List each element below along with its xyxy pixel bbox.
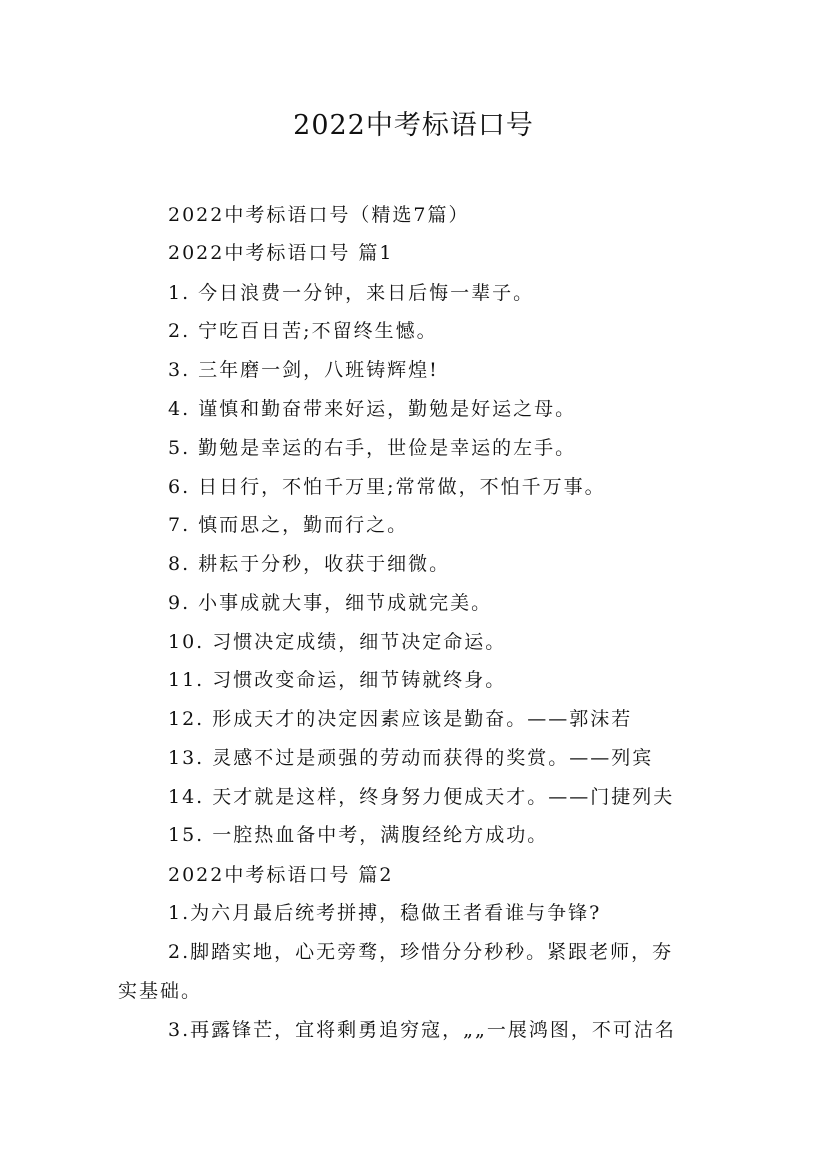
list-item: 10. 习惯决定成绩，细节决定命运。 (168, 631, 507, 653)
paragraph: 3.再露锋芒，宜将剩勇追穷寇，„„一展鸿图，不可沽名 (168, 1019, 676, 1041)
list-item: 5. 勤勉是幸运的右手，世俭是幸运的左手。 (168, 437, 577, 459)
paragraph: 2.脚踏实地，心无旁骛，珍惜分分秒秒。紧跟老师，夯 (168, 941, 674, 963)
list-item: 3. 三年磨一剑，八班铸辉煌! (168, 359, 439, 381)
section-heading-1: 2022中考标语口号 篇1 (168, 242, 394, 264)
list-item: 2. 宁吃百日苦;不留终生憾。 (168, 320, 438, 342)
list-item: 14. 天才就是这样，终身努力便成天才。——门捷列夫 (168, 786, 675, 808)
list-item: 12. 形成天才的决定因素应该是勤奋。——郭沫若 (168, 708, 633, 730)
list-item: 9. 小事成就大事，细节成就完美。 (168, 592, 493, 614)
list-item: 15. 一腔热血备中考，满腹经纶方成功。 (168, 824, 549, 846)
document-title: 2022中考标语口号 (293, 110, 534, 141)
list-item: 11. 习惯改变命运，细节铸就终身。 (168, 669, 507, 691)
list-item: 1. 今日浪费一分钟，来日后悔一辈子。 (168, 282, 535, 304)
list-item: 6. 日日行，不怕千万里;常常做，不怕千万事。 (168, 476, 606, 498)
paragraph-continuation: 实基础。 (118, 980, 203, 1002)
list-item: 8. 耕耘于分秒，收获于细微。 (168, 553, 451, 575)
document-subtitle: 2022中考标语口号（精选7篇） (168, 204, 470, 226)
list-item: 4. 谨慎和勤奋带来好运，勤勉是好运之母。 (168, 398, 577, 420)
section-heading-2: 2022中考标语口号 篇2 (168, 864, 394, 886)
list-item: 13. 灵感不过是顽强的劳动而获得的奖赏。——列宾 (168, 747, 654, 769)
paragraph: 1.为六月最后统考拼搏，稳做王者看谁与争锋? (168, 902, 602, 924)
list-item: 7. 慎而思之，勤而行之。 (168, 514, 409, 536)
